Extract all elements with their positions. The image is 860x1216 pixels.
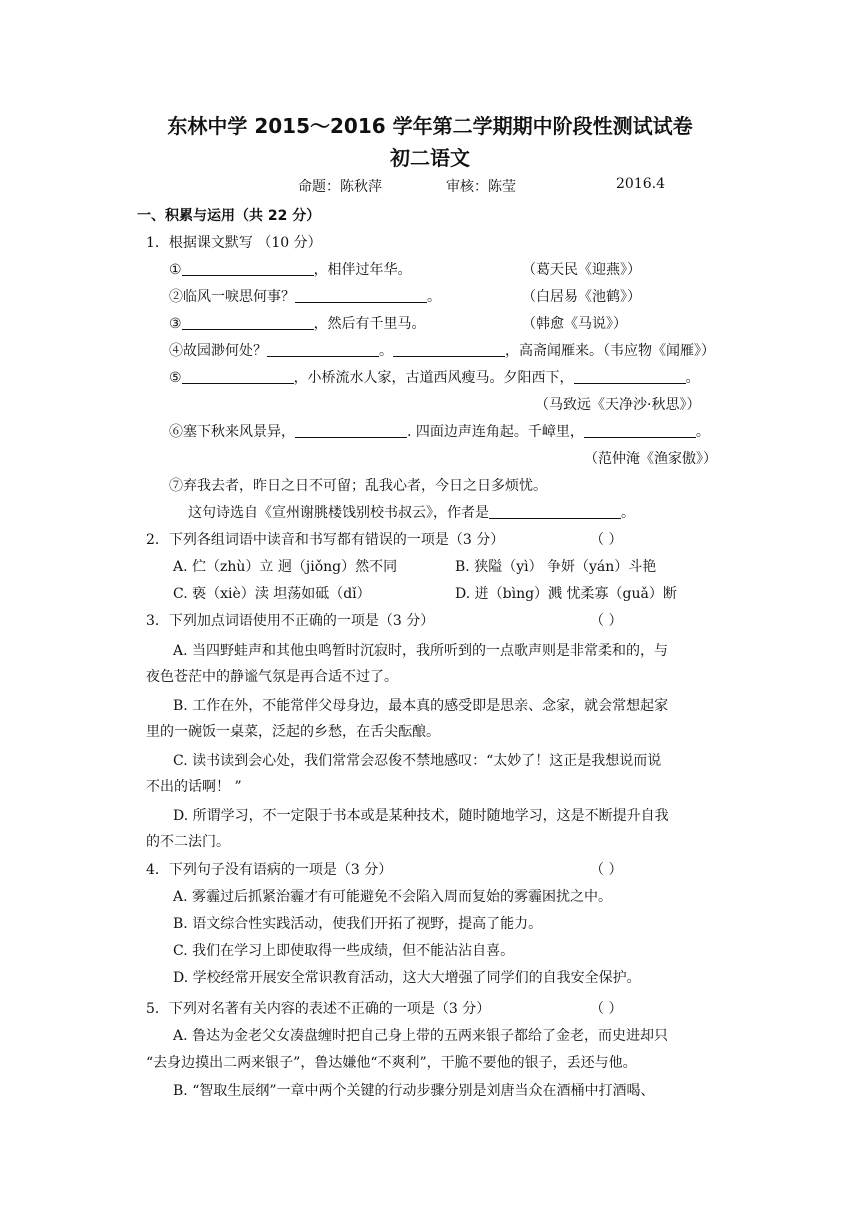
q4-option-d: D. 学校经常开展安全常识教育活动，这大大增强了同学们的自我安全保护。 bbox=[173, 970, 641, 986]
answer-blank[interactable] bbox=[295, 288, 427, 303]
question-3-stem: 3．下列加点词语使用不正确的一项是（3 分） bbox=[146, 613, 435, 629]
q1-item-7-question: 这句诗选自《宣州谢朓楼饯别校书叔云》，作者是 。 bbox=[188, 505, 635, 521]
answer-paren[interactable]: （ ） bbox=[590, 862, 623, 878]
answer-paren[interactable]: （ ） bbox=[590, 1001, 623, 1017]
q2-option-d: D. 迸（bìng）溅 忧柔寡（guǎ）断 bbox=[455, 586, 677, 602]
q2-option-c: C. 亵（xiè）渎 坦荡如砥（dǐ） bbox=[173, 586, 371, 602]
q3-option-c-line1: C. 读书读到会心处，我们常常会忍俊不禁地感叹：“太妙了！这正是我想说而说 bbox=[173, 753, 662, 769]
q2-option-a: A. 伫（zhù）立 迥（jiǒng）然不同 bbox=[173, 559, 398, 575]
answer-blank[interactable] bbox=[182, 261, 314, 276]
q3-option-a-line1: A. 当四野蛙声和其他虫鸣暂时沉寂时，我所听到的一点歌声则是非常柔和的，与 bbox=[173, 643, 669, 659]
answer-blank[interactable] bbox=[182, 315, 314, 330]
exam-title: 东林中学 2015～2016 学年第二学期期中阶段性测试试卷 bbox=[167, 114, 693, 138]
reviewer: 审核：陈莹 bbox=[446, 179, 516, 195]
q1-item-2: ②临风一唳思何事？ 。 bbox=[169, 289, 441, 305]
q1-item-1-source: （葛天民《迎燕》） bbox=[522, 262, 641, 278]
answer-paren[interactable]: （ ） bbox=[590, 532, 623, 548]
answer-blank[interactable] bbox=[489, 504, 621, 519]
q3-option-b-line2: 里的一碗饭一桌菜，泛起的乡愁，在舌尖酝酿。 bbox=[146, 724, 440, 740]
q2-option-b: B. 狭隘（yì） 争妍（yán）斗艳 bbox=[455, 559, 657, 575]
answer-blank[interactable] bbox=[574, 369, 686, 384]
q3-option-d-line2: 的不二法门。 bbox=[146, 834, 230, 850]
question-2-stem: 2．下列各组词语中读音和书写都有错误的一项是（3 分） bbox=[146, 532, 505, 548]
answer-blank[interactable] bbox=[182, 369, 294, 384]
answer-blank[interactable] bbox=[295, 423, 407, 438]
q1-item-7: ⑦弃我去者，昨日之日不可留；乱我心者，今日之日多烦忧。 bbox=[169, 478, 547, 494]
q4-option-c: C. 我们在学习上即使取得一些成绩，但不能沾沾自喜。 bbox=[173, 943, 515, 959]
q1-item-5-source: （马致远《天净沙·秋思》） bbox=[535, 397, 701, 413]
question-5-stem: 5．下列对名著有关内容的表述不正确的一项是（3 分） bbox=[146, 1001, 491, 1017]
q3-option-d-line1: D. 所谓学习，不一定限于书本或是某种技术，随时随地学习，这是不断提升自我 bbox=[173, 808, 669, 824]
q1-item-6-source: （范仲淹《渔家傲》） bbox=[584, 451, 717, 467]
q3-option-b-line1: B. 工作在外，不能常伴父母身边，最本真的感受即是思亲、念家，就会常想起家 bbox=[173, 698, 669, 714]
answer-blank[interactable] bbox=[393, 342, 505, 357]
answer-blank[interactable] bbox=[267, 342, 379, 357]
answer-blank[interactable] bbox=[584, 423, 696, 438]
exam-date: 2016.4 bbox=[616, 176, 665, 192]
q5-option-b-line1: B. “智取生辰纲”一章中两个关键的行动步骤分别是刘唐当众在酒桶中打酒喝、 bbox=[173, 1083, 655, 1099]
q1-item-2-source: （白居易《池鹤》） bbox=[522, 289, 641, 305]
q5-option-a-line2: “去身边摸出二两来银子”，鲁达嫌他“不爽利”，干脆不要他的银子，丢还与他。 bbox=[146, 1055, 637, 1071]
q1-item-6: ⑥塞下秋来风景异， . 四面边声连角起。千嶂里， 。 bbox=[169, 424, 710, 440]
q5-option-a-line1: A. 鲁达为金老父女凑盘缠时把自己身上带的五两来银子都给了金老，而史进却只 bbox=[173, 1028, 669, 1044]
q4-option-b: B. 语文综合性实践活动，使我们开拓了视野，提高了能力。 bbox=[173, 916, 543, 932]
q4-option-a: A. 雾霾过后抓紧治霾才有可能避免不会陷入周而复始的雾霾困扰之中。 bbox=[173, 889, 613, 905]
q3-option-a-line2: 夜色苍茫中的静谧气氛是再合适不过了。 bbox=[146, 669, 398, 685]
exam-subtitle: 初二语文 bbox=[390, 146, 470, 170]
section-heading: 一、积累与运用（共 22 分） bbox=[137, 208, 321, 224]
proposer: 命题：陈秋萍 bbox=[298, 179, 382, 195]
question-4-stem: 4．下列句子没有语病的一项是（3 分） bbox=[146, 862, 393, 878]
question-1-stem: 1．根据课文默写 （10 分） bbox=[146, 235, 322, 251]
q1-item-4: ④故园渺何处？ 。 ，高斋闻雁来。（韦应物《闻雁》） bbox=[169, 343, 715, 359]
q1-item-5: ⑤ ，小桥流水人家，古道西风瘦马。夕阳西下， 。 bbox=[169, 370, 700, 386]
q1-item-3: ③ ，然后有千里马。 bbox=[169, 316, 426, 332]
q1-item-1: ① ，相伴过年华。 bbox=[169, 262, 412, 278]
q3-option-c-line2: 不出的话啊！ ” bbox=[146, 779, 242, 795]
answer-paren[interactable]: （ ） bbox=[590, 613, 623, 629]
q1-item-3-source: （韩愈《马说》） bbox=[522, 316, 627, 332]
